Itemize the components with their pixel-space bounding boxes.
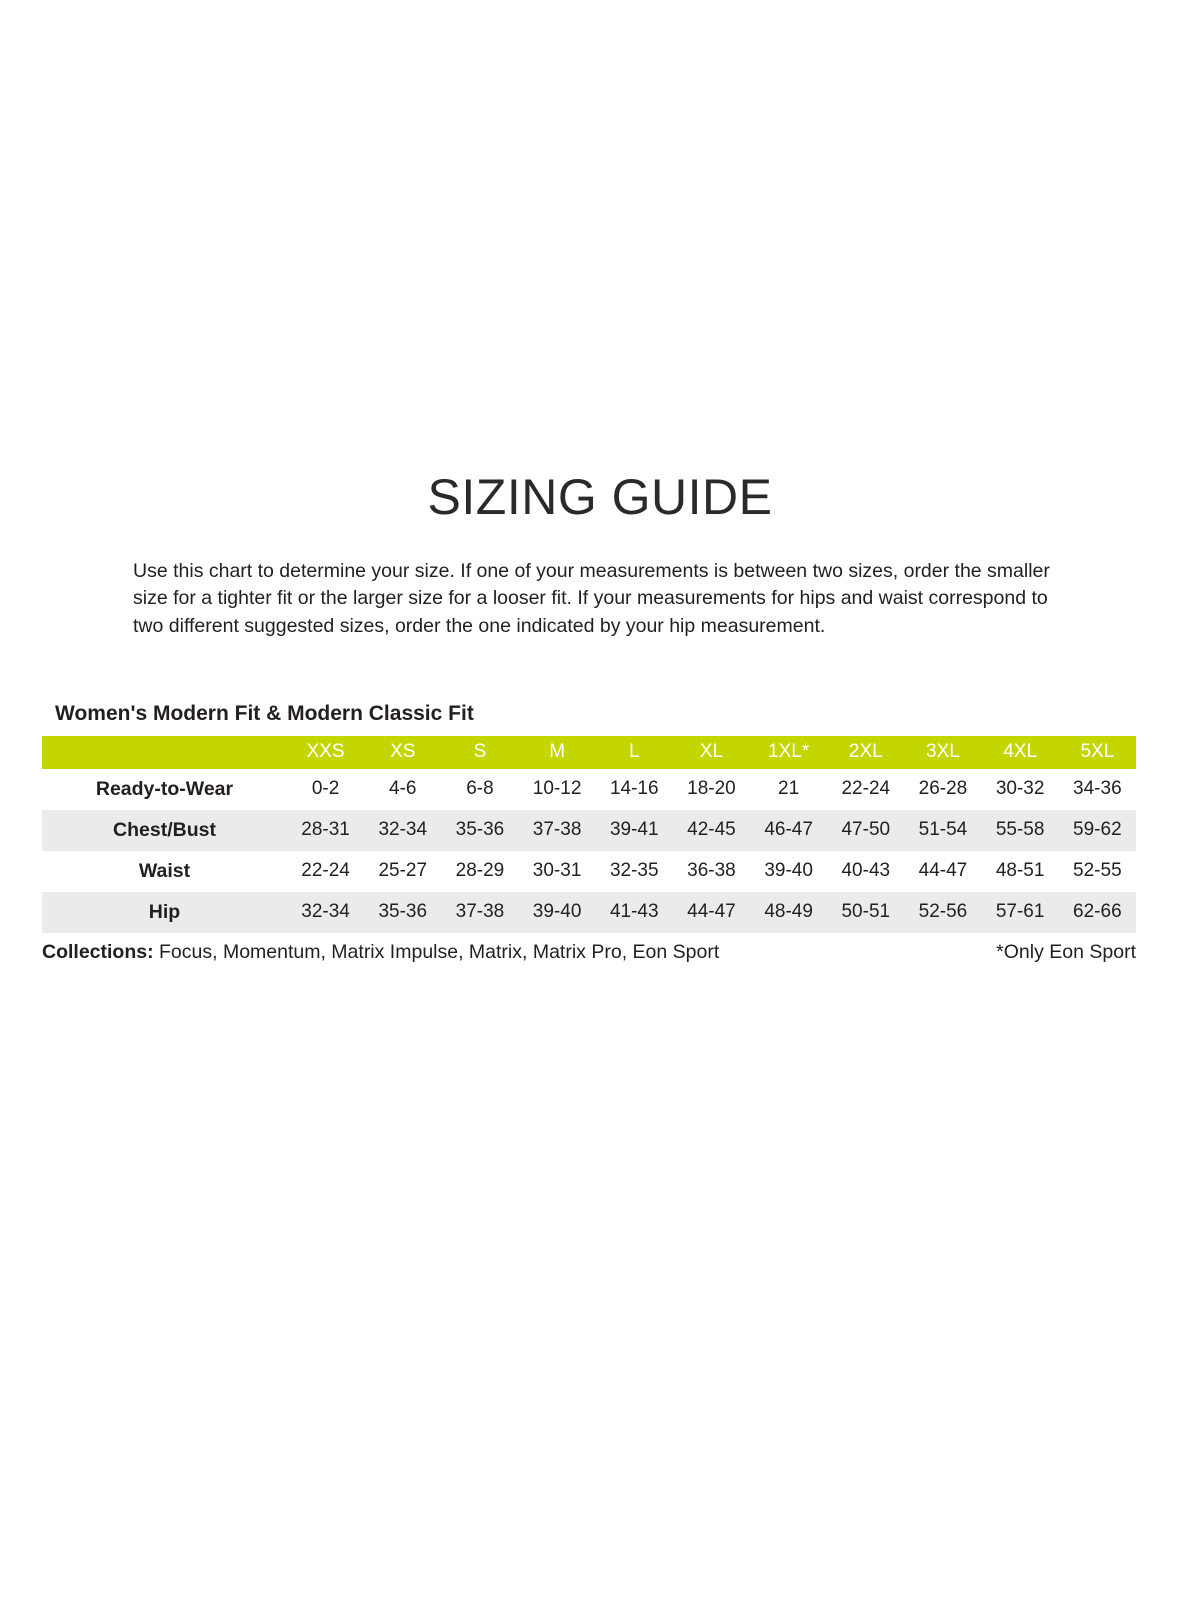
- column-header: 1XL*: [750, 736, 827, 769]
- table-cell: 30-31: [532, 860, 582, 882]
- column-header: 3XL: [904, 736, 981, 769]
- table-row: [42, 892, 1136, 933]
- table-cell: 36-38: [687, 860, 736, 882]
- page-title: SIZING GUIDE: [427, 469, 773, 525]
- table-row: [42, 851, 1136, 892]
- column-header: XS: [364, 736, 441, 769]
- row-label: Chest/Bust: [42, 810, 287, 851]
- table-cell: 10-12: [532, 778, 582, 800]
- table-cell: 46-47: [750, 810, 827, 851]
- table-cell: 32-35: [609, 860, 659, 882]
- column-header: 5XL: [1059, 736, 1136, 769]
- table-cell: 44-47: [673, 892, 750, 933]
- section-title: Women's Modern Fit & Modern Classic Fit: [55, 701, 474, 725]
- header-row: [42, 736, 1136, 769]
- table-cell: 48-51: [995, 860, 1045, 882]
- table-cell: 41-43: [596, 892, 673, 933]
- table-cell: 39-40: [519, 892, 596, 933]
- table-cell: 52-56: [904, 892, 981, 933]
- table-cell: 21: [778, 778, 800, 800]
- table-cell: 40-43: [841, 860, 891, 882]
- table-cell: 28-29: [455, 860, 505, 882]
- table-cell: 48-49: [750, 892, 827, 933]
- table-cell: 52-55: [1073, 860, 1122, 882]
- table-cell: 39-41: [596, 810, 673, 851]
- column-header: XL: [673, 736, 750, 769]
- column-header: S: [441, 736, 518, 769]
- table-cell: 18-20: [687, 778, 736, 800]
- table-cell: 32-34: [364, 810, 441, 851]
- table-footer: [42, 941, 1136, 964]
- table-cell: 26-28: [918, 778, 968, 800]
- corner-cell: [42, 736, 287, 769]
- table-cell: 62-66: [1059, 892, 1136, 933]
- table-cell: 37-38: [519, 810, 596, 851]
- intro-paragraph: Use this chart to determine your size. If one of your measurements is between two sizes, order the smaller size for a tighter fit or the larger size for a looser fit. If your measurements for hips and waist correspond to two different suggested sizes, order the one indicated by your hip measurement.: [133, 560, 1050, 637]
- table-cell: 32-34: [287, 892, 364, 933]
- row-label: Waist: [138, 859, 191, 882]
- table-cell: 4-6: [389, 778, 417, 800]
- table-cell: 34-36: [1073, 778, 1122, 800]
- table-cell: 47-50: [827, 810, 904, 851]
- size-table-body: [42, 769, 1136, 933]
- column-header: L: [596, 736, 673, 769]
- table-cell: 22-24: [301, 860, 350, 882]
- collections-text: Focus, Momentum, Matrix Impulse, Matrix, Matrix Pro, Eon Sport: [153, 940, 720, 963]
- column-header: XXS: [287, 736, 364, 769]
- table-cell: 44-47: [918, 860, 968, 882]
- table-cell: 59-62: [1059, 810, 1136, 851]
- table-cell: 57-61: [982, 892, 1059, 933]
- table-cell: 35-36: [441, 810, 518, 851]
- table-cell: 42-45: [673, 810, 750, 851]
- collections-line: [42, 941, 719, 964]
- table-cell: 6-8: [466, 778, 494, 800]
- collections-label: Collections:: [42, 940, 154, 963]
- table-cell: 0-2: [311, 778, 340, 800]
- row-label: Ready-to-Wear: [95, 777, 234, 800]
- table-cell: 51-54: [904, 810, 981, 851]
- size-table: [42, 736, 1136, 933]
- table-cell: 28-31: [287, 810, 364, 851]
- table-cell: 39-40: [764, 860, 813, 882]
- table-cell: 55-58: [982, 810, 1059, 851]
- table-cell: 37-38: [441, 892, 518, 933]
- row-label: Hip: [42, 892, 287, 933]
- column-header: M: [519, 736, 596, 769]
- size-table-head: [42, 736, 1136, 769]
- table-cell: 50-51: [827, 892, 904, 933]
- table-row: [42, 769, 1136, 810]
- table-cell: 30-32: [995, 778, 1045, 800]
- table-row: [42, 810, 1136, 851]
- table-cell: 22-24: [841, 778, 891, 800]
- table-cell: 14-16: [609, 778, 659, 800]
- footnote: *Only Eon Sport: [996, 940, 1136, 963]
- column-header: 2XL: [827, 736, 904, 769]
- table-cell: 35-36: [364, 892, 441, 933]
- column-header: 4XL: [982, 736, 1059, 769]
- table-cell: 25-27: [378, 860, 428, 882]
